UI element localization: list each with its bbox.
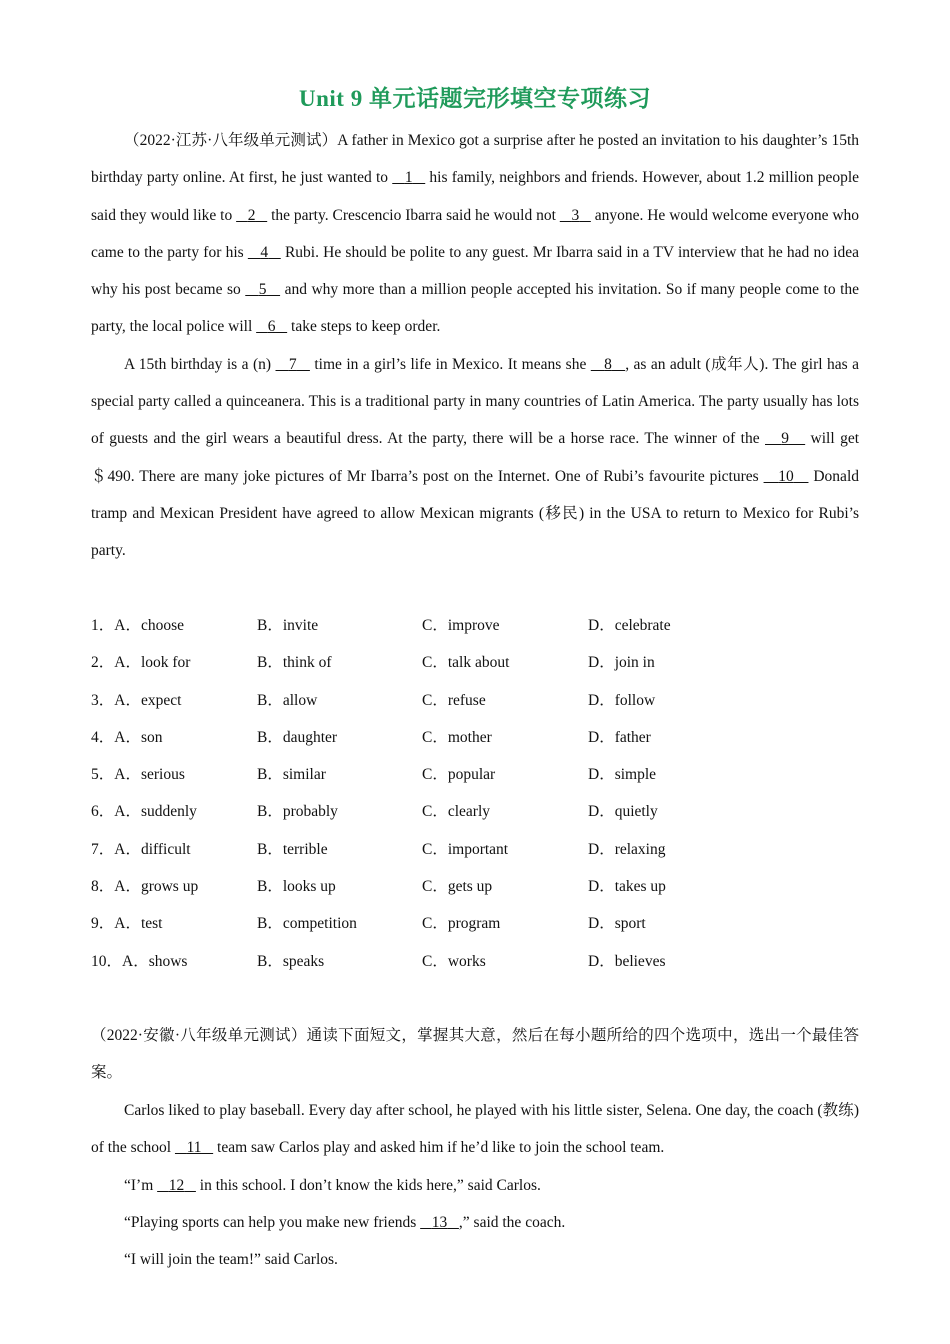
page-title: Unit 9 单元话题完形填空专项练习 [299,86,651,111]
passage-1-paragraph-2: A 15th birthday is a (n) 7 time in a girl’s life in Mexico. It means she 8 , as an adult (成年人). The girl has a special party called a quinceanera. This is a traditional party in many countries of Latin America. The party usually has lots of guests and the girl wears a beautiful dress. At the party, there will be a horse race. The winner of the 9 will get ＄490. There are many joke pictures of Mr Ibarra’s post on the Internet. One of Rubi’s favourite pictures 10 Donald tramp and Mexican President have agreed to allow Mexican migrants (移民) in the USA to return to Mexico for Rubi’s party. [91,355,860,560]
option-b: B．allow [257,691,318,709]
option-d: D．simple [588,766,657,784]
blank-3: 3 [571,206,580,224]
blank-13: 13 [431,1213,448,1231]
passage-2-paragraph-3: “Playing sports can help you make new friends 13 ,” said the coach. [124,1213,566,1231]
option-b: B．similar [257,766,326,784]
option-b: B．think of [257,654,332,672]
blank-8: 8 [604,355,612,373]
option-a: 4．A．son [91,728,163,746]
blank-5: 5 [258,281,267,299]
blank-7: 7 [288,355,297,373]
option-row [91,905,859,942]
option-c: C．popular [422,766,496,784]
option-b: B．probably [257,803,338,821]
option-d: D．believes [588,952,666,970]
blank-2: 2 [247,206,256,224]
passage-2-instruction: （2022·安徽·八年级单元测试）通读下面短文，掌握其大意，然后在每小题所给的四个选项中，选出一个最佳答案。 [91,1027,859,1082]
option-row [91,607,859,644]
blank-12: 12 [168,1176,185,1194]
passage-2-paragraph-2: “I’m 12 in this school. I don’t know the kids here,” said Carlos. [124,1176,541,1194]
passage-2-paragraph-4: “I will join the team!” said Carlos. [124,1251,338,1269]
option-b: B．looks up [257,878,336,896]
option-d: D．celebrate [588,617,671,634]
option-b: B．speaks [257,952,325,970]
option-row [91,831,859,868]
option-b: B．daughter [257,728,338,746]
option-c: C．gets up [422,878,493,896]
option-c: C．improve [422,617,500,634]
option-a: 6．A．suddenly [91,803,197,821]
passage-1 [91,122,859,570]
passage-1-paragraph-1: （2022·江苏·八年级单元测试）A father in Mexico got a surprise after he posted an invitation to his daughter’s 15th birthday party online. At first, he just wanted to 1 his family, neighbors and friends. However, about 1.2 million people said they would like to 2 the party. Crescencio Ibarra said he would not 3 anyone. He would welcome everyone who came to the party for his 4 Rubi. He should be polite to any guest. Mr Ibarra said in a TV interview that he had no idea why his post became so 5 and why more than a million people accepted his invitation. So if many people come to the party, the local police will 6 take steps to keep order. [91,132,860,336]
option-row [91,793,859,830]
option-row [91,943,859,980]
option-a: 1．A．choose [91,617,184,634]
option-a: 5．A．serious [91,766,185,784]
option-b: B．invite [257,617,319,634]
options-list-1 [91,607,859,980]
option-a: 7．A．difficult [91,840,191,858]
option-c: C．mother [422,728,492,746]
blank-11: 11 [186,1139,202,1157]
option-b: B．terrible [257,840,328,858]
option-row [91,682,859,719]
passage-2-paragraph-1: Carlos liked to play baseball. Every day after school, he played with his little sister, Selena. One day, the coach (教练) of the school 11 team saw Carlos play and asked him if he’d like to join the school team. [91,1102,859,1157]
option-c: C．clearly [422,803,491,821]
option-row [91,644,859,681]
option-row [91,868,859,905]
option-a: 9．A．test [91,915,163,933]
blank-9: 9 [781,430,789,448]
option-a: 3．A．expect [91,691,182,709]
option-c: C．refuse [422,691,486,709]
blank-4: 4 [260,243,269,261]
option-d: D．follow [588,691,656,709]
option-b: B．competition [257,915,357,933]
blank-1: 1 [404,169,413,187]
option-row [91,756,859,793]
blank-6: 6 [267,318,276,336]
source-label: （2022·江苏·八年级单元测试） [124,132,338,149]
option-c: C．talk about [422,654,510,672]
option-a: 10．A．shows [91,952,188,970]
option-d: D．relaxing [588,840,666,858]
option-c: C．program [422,915,501,933]
option-a: 2．A．look for [91,654,191,672]
option-a: 8．A．grows up [91,878,199,896]
option-d: D．takes up [588,878,666,896]
option-d: D．sport [588,915,646,933]
option-d: D．father [588,728,651,746]
option-d: D．quietly [588,803,658,821]
option-row [91,719,859,756]
passage-2 [91,1092,859,1278]
option-c: C．important [422,840,509,858]
option-d: D．join in [588,654,655,672]
option-c: C．works [422,952,486,970]
blank-10: 10 [778,467,794,485]
